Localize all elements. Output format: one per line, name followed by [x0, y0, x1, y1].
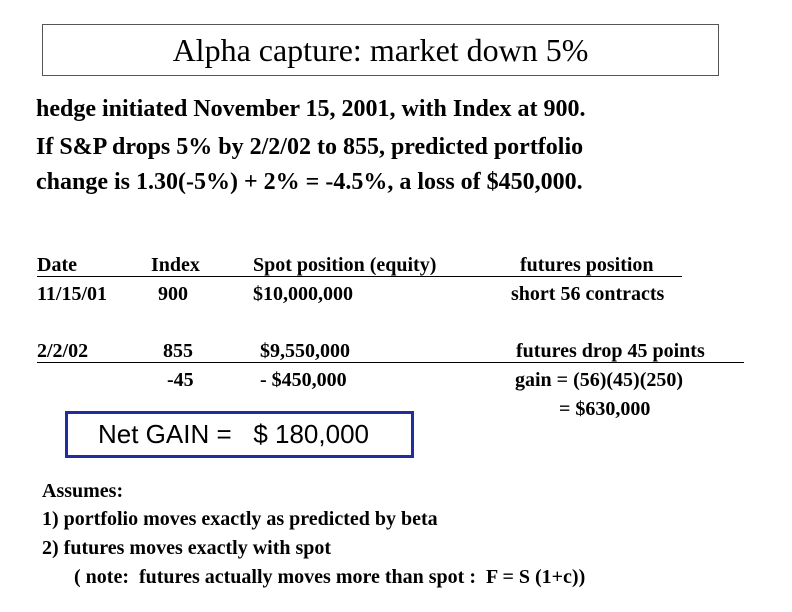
intro-line-3: change is 1.30(-5%) + 2% = -4.5%, a loss of $450,000. [36, 169, 583, 195]
row2-futures: futures drop 45 points [516, 340, 705, 362]
row2-index-change: -45 [167, 369, 194, 391]
assumption-1: 1) portfolio moves exactly as predicted by beta [42, 508, 438, 530]
row2-futures-total: = $630,000 [559, 398, 651, 420]
header-date: Date [37, 254, 77, 276]
net-gain-box [65, 411, 414, 458]
title-box [42, 24, 719, 76]
header-index: Index [151, 254, 200, 276]
intro-line-1: hedge initiated November 15, 2001, with Index at 900. [36, 96, 586, 122]
row1-index: 900 [158, 283, 188, 305]
row2-date: 2/2/02 [37, 340, 89, 362]
net-gain-text: Net GAIN = $ 180,000 [98, 419, 369, 449]
row2-underline [37, 362, 744, 363]
row1-spot: $10,000,000 [253, 283, 353, 305]
row1-date: 11/15/01 [37, 283, 108, 305]
header-futures: futures position [520, 254, 654, 276]
row2-futures-gain: gain = (56)(45)(250) [515, 369, 684, 391]
assumption-note: ( note: futures actually moves more than spot : F = S (1+c)) [74, 566, 586, 588]
header-underline [37, 276, 682, 277]
row1-futures: short 56 contracts [511, 283, 665, 305]
header-spot: Spot position (equity) [253, 254, 437, 276]
row2-index: 855 [163, 340, 193, 362]
row2-spot-change: - $450,000 [260, 369, 347, 391]
assumption-2: 2) futures moves exactly with spot [42, 537, 332, 559]
intro-line-2: If S&P drops 5% by 2/2/02 to 855, predicted portfolio [36, 134, 584, 160]
assumptions-heading: Assumes: [42, 480, 124, 502]
row2-spot: $9,550,000 [260, 340, 350, 362]
page-title: Alpha capture: market down 5% [172, 31, 589, 68]
